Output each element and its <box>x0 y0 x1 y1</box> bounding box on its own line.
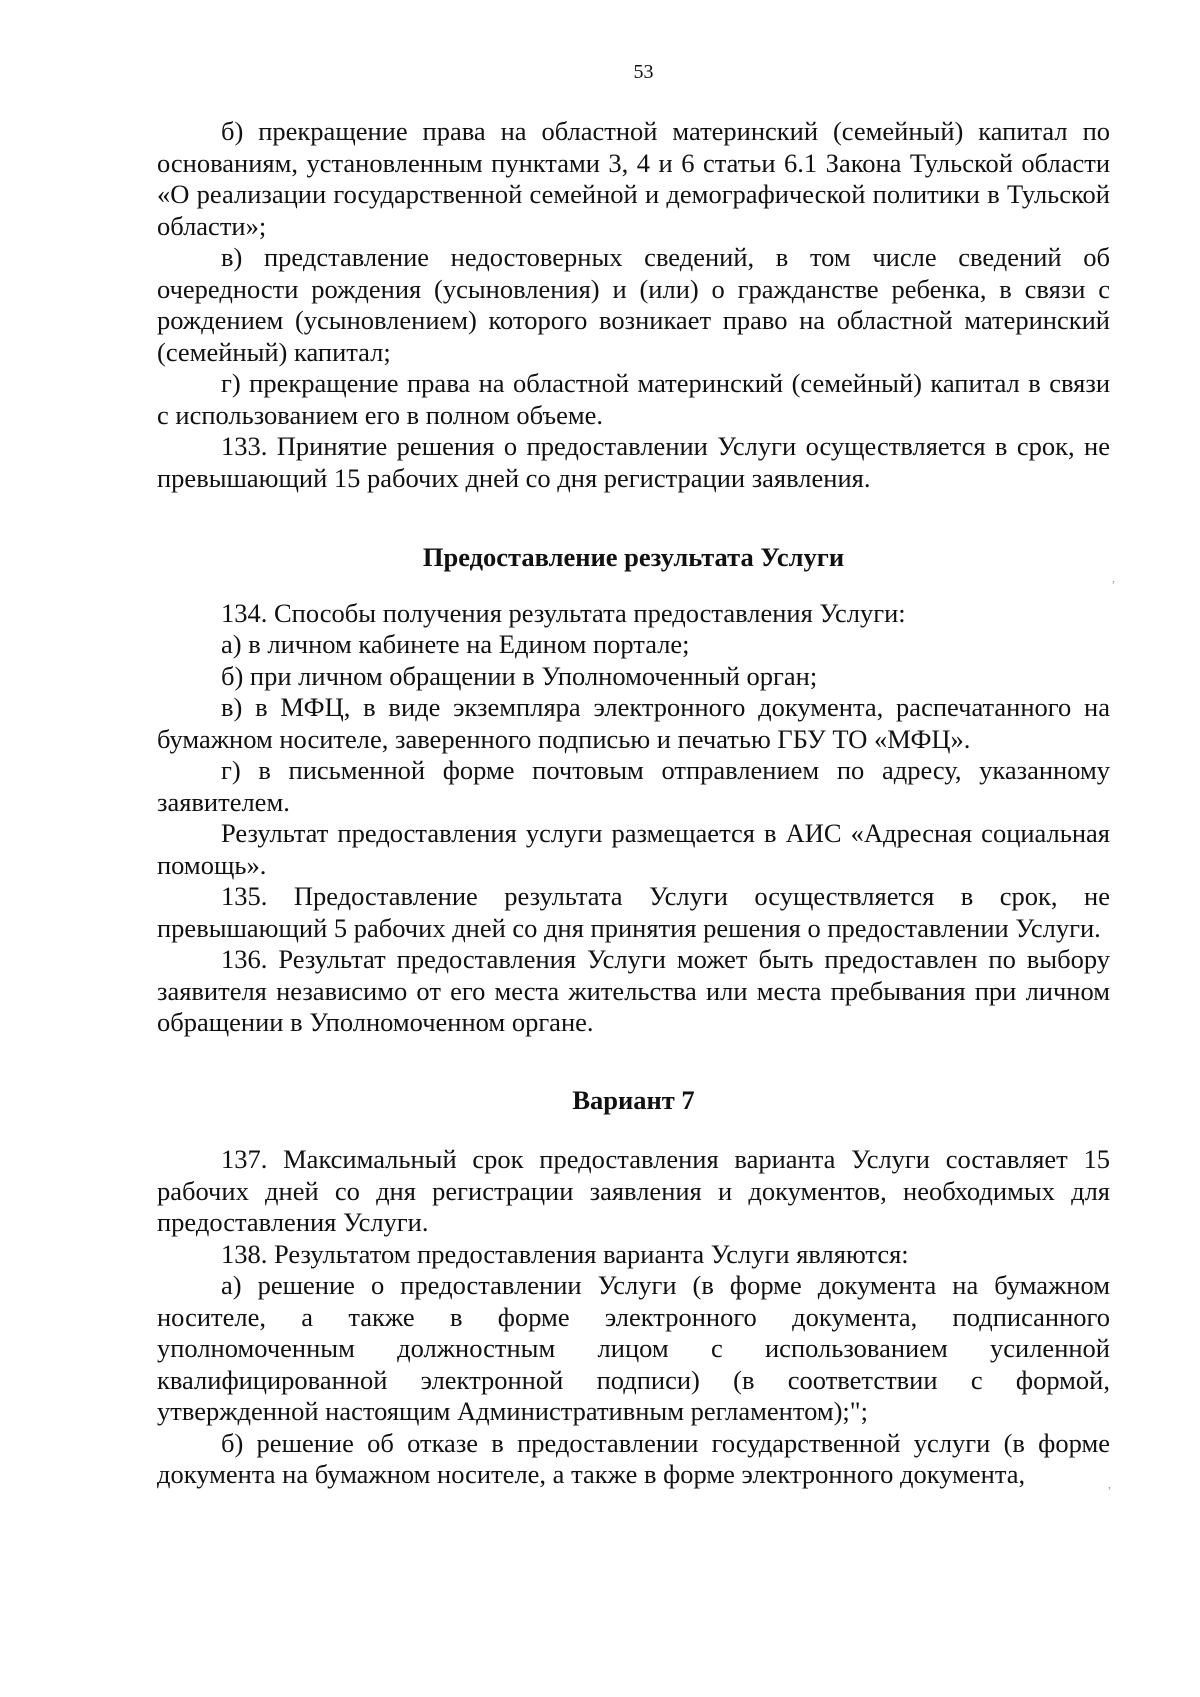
paragraph-134-a: а) в личном кабинете на Едином портале; <box>221 629 690 659</box>
paragraph-134-g: г) в письменной форме почтовым отправлением по адресу, указанному заявителем. <box>157 755 1110 817</box>
section-heading-variant-7: Вариант 7 <box>572 1084 695 1115</box>
paragraph-137: 137. Максимальный срок предоставления варианта Услуги составляет 15 рабочих дней со дня регистрации заявления и документов, необходимых для предоставления Услуги. <box>157 1144 1110 1237</box>
paragraph-135: 135. Предоставление результата Услуги осуществляется в срок, не превышающий 5 рабочих дней со дня принятия решения о предоставлении Услуги. <box>157 881 1110 943</box>
paragraph-134-b: б) при личном обращении в Уполномоченный орган; <box>221 660 818 691</box>
scan-speck: , <box>1108 1477 1111 1491</box>
paragraph-138: 138. Результатом предоставления варианта Услуги являются: <box>221 1238 909 1269</box>
section-top <box>157 116 1110 494</box>
paragraph-134: 134. Способы получения результата предоставления Услуги: <box>221 597 906 628</box>
scan-speck: , <box>1112 571 1115 585</box>
section-bottom <box>157 1144 1110 1491</box>
page-number: 53 <box>633 61 654 83</box>
paragraph-134-v: в) в МФЦ, в виде экземпляра электронного документа, распечатанного на бумажном носителе, заверенного подписью и печатью ГБУ ТО «МФЦ». <box>157 692 1110 754</box>
paragraph-b-termination: б) прекращение права на областной материнский (семейный) капитал по основаниям, установленным пунктами 3, 4 и 6 статьи 6.1 Закона Тульской области «О реализации государственной семейной и демографической политики в Тульской области»; <box>157 116 1110 241</box>
section-middle <box>157 598 1110 1039</box>
paragraph-g-full-use: г) прекращение права на областной материнский (семейный) капитал в связи с использованием его в полном объеме. <box>157 368 1110 430</box>
paragraph-138-b: б) решение об отказе в предоставлении государственной услуги (в форме документа на бумажном носителе, а также в форме электронного документа, <box>157 1427 1110 1489</box>
paragraph-133: 133. Принятие решения о предоставлении Услуги осуществляется в срок, не превышающий 15 рабочих дней со дня регистрации заявления. <box>157 431 1110 493</box>
section-heading-result: Предоставление результата Услуги <box>422 542 845 572</box>
paragraph-result-ais: Результат предоставления услуги размещается в АИС «Адресная социальная помощь». <box>157 818 1110 880</box>
paragraph-v-false-info: в) представление недостоверных сведений, в том числе сведений об очередности рождения (усыновления) и (или) о гражданстве ребенка, в связи с рождением (усыновлением) которого возникает право на областной материнский (семейный) капитал; <box>157 242 1110 367</box>
paragraph-138-a: а) решение о предоставлении Услуги (в форме документа на бумажном носителе, а также в форме электронного документа, подписанного уполномоченным должностным лицом с использованием усиленной квалифицированной электронной подписи) (в соответствии с формой, утвержденной настоящим Административным регламентом);"; <box>157 1270 1110 1426</box>
paragraph-136: 136. Результат предоставления Услуги может быть предоставлен по выбору заявителя независимо от его места жительства или места пребывания при личном обращении в Уполномоченном органе. <box>157 944 1110 1037</box>
